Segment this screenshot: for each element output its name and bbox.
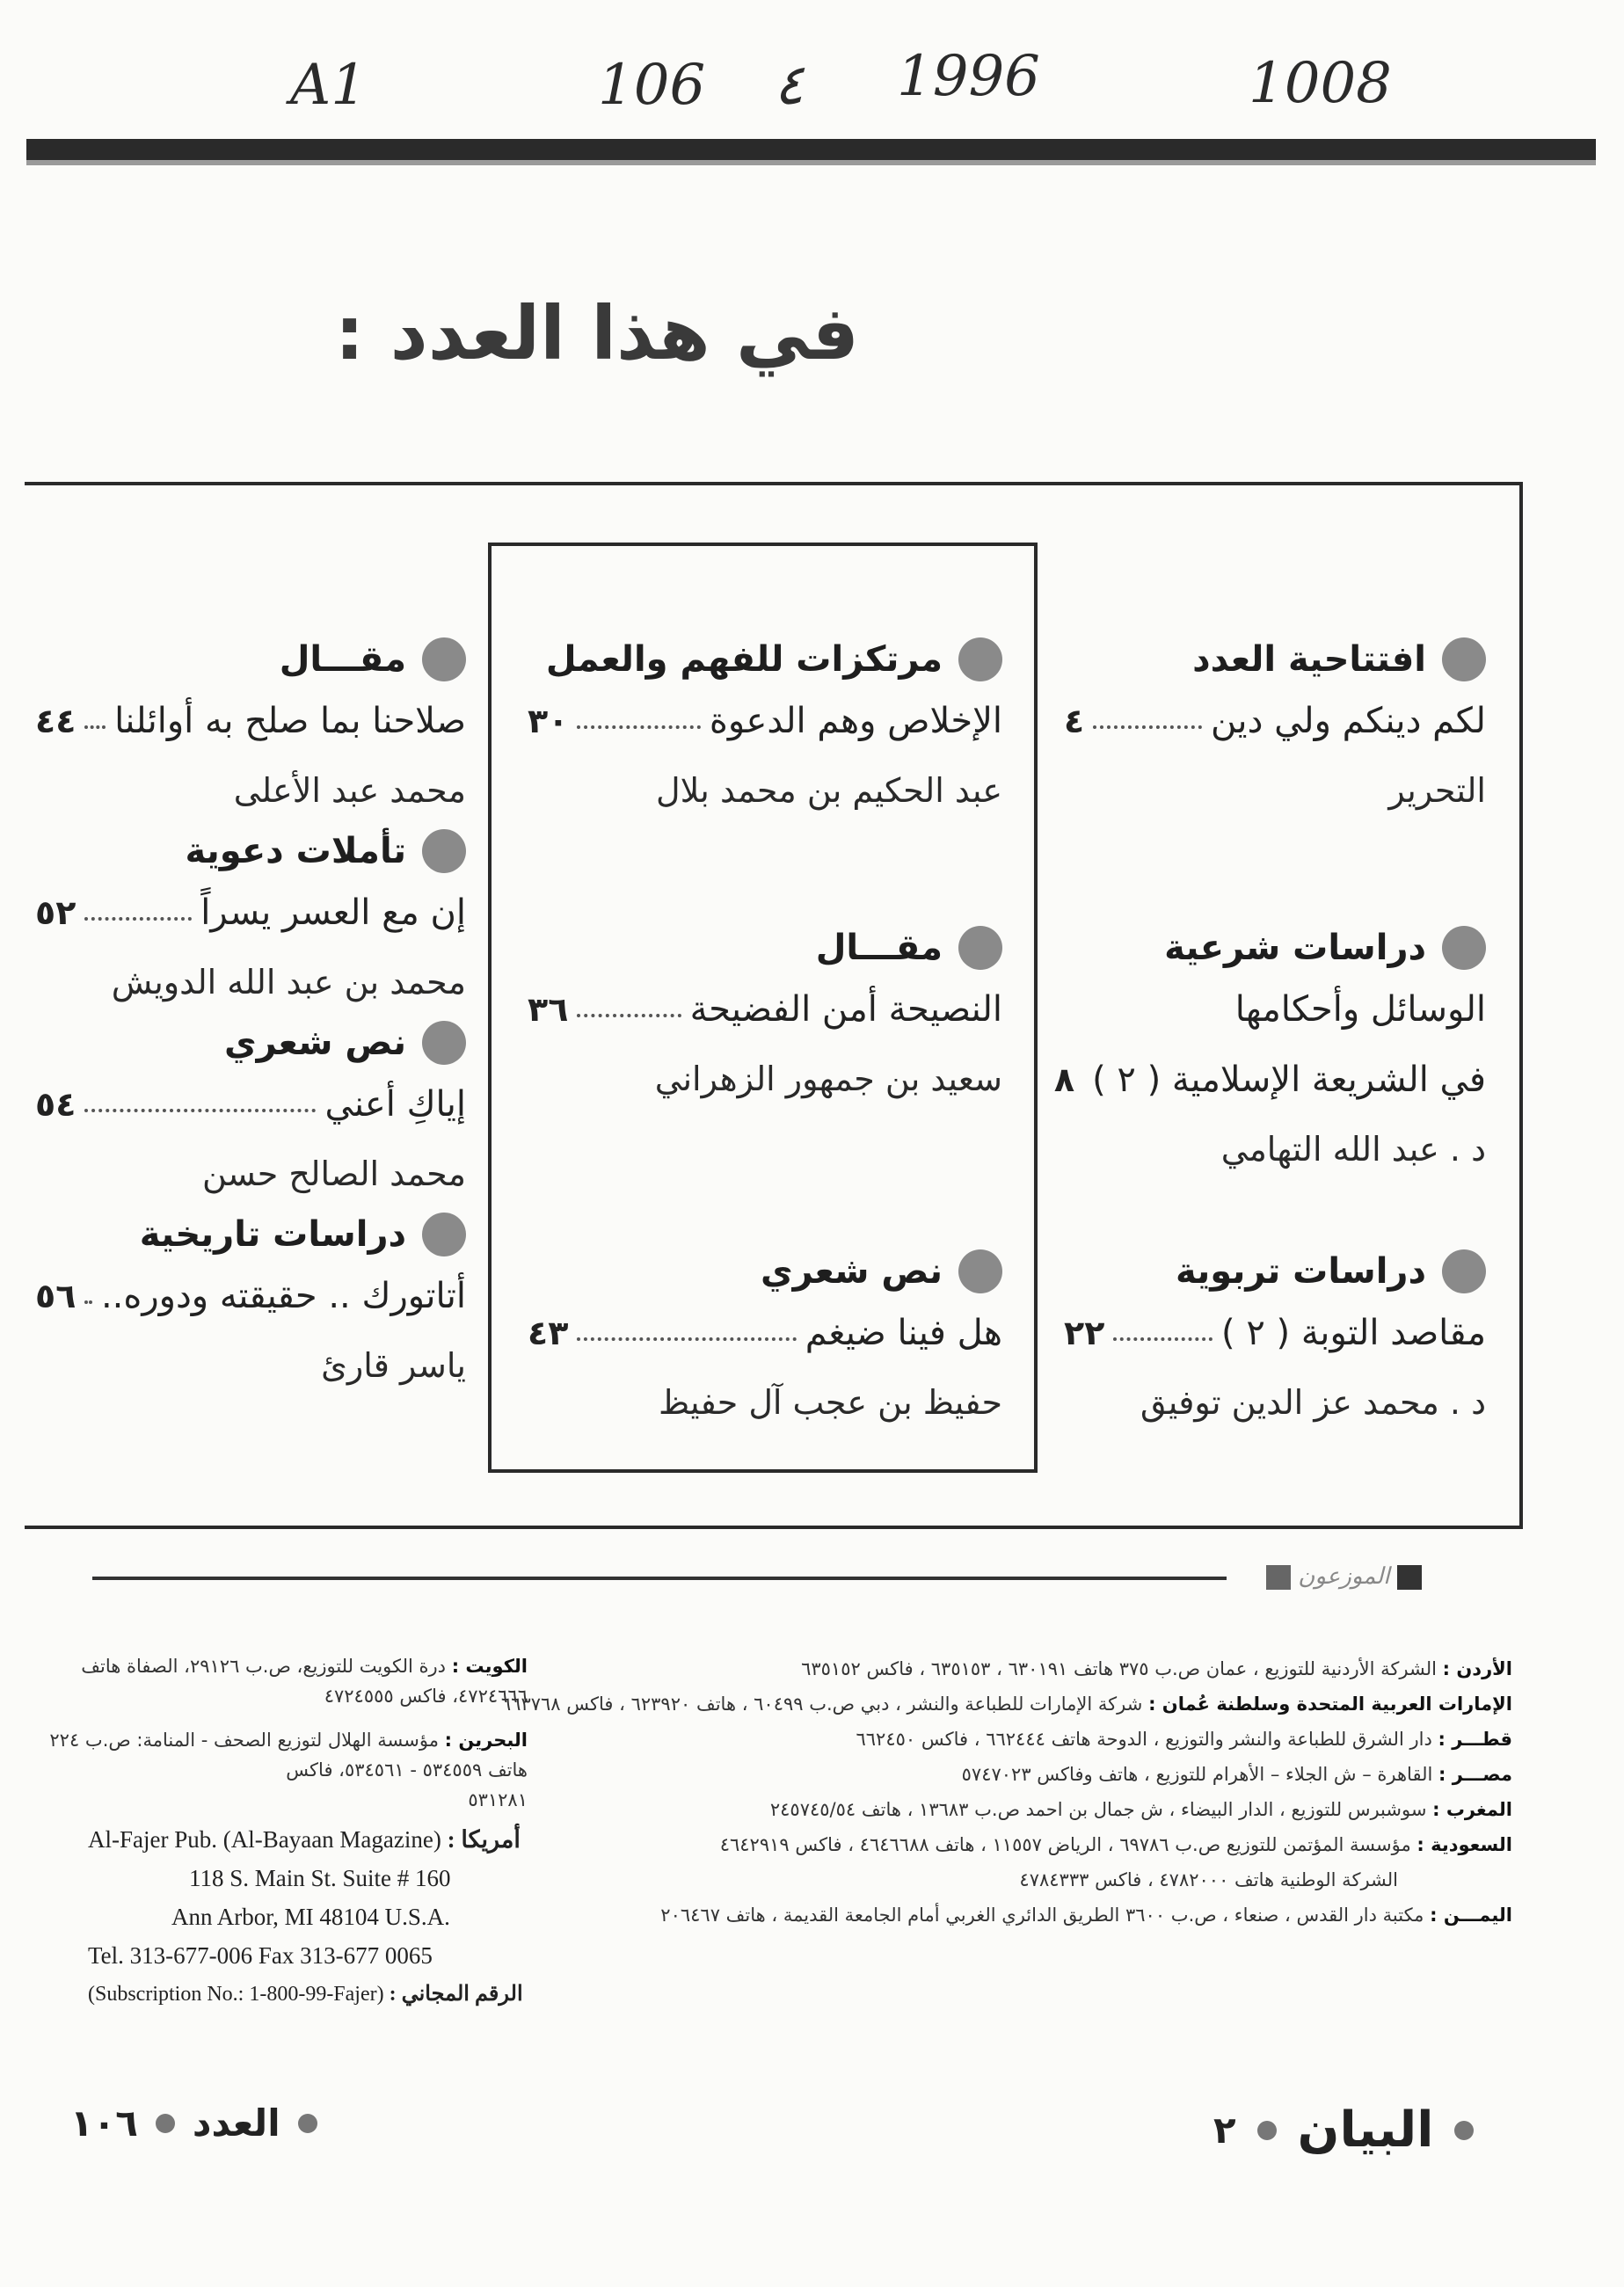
header-rule-shadow (26, 160, 1596, 165)
toc-entry[interactable]: لكم دينكم ولي دين ٤ (1064, 701, 1486, 741)
handwritten-code: A1 (290, 53, 367, 118)
bullet-dot-icon (958, 926, 1002, 970)
distributor-row: المغرب : سوشبرس للتوزيع ، الدار البيضاء ، ش جمال بن احمد ص.ب ١٣٦٨٣ ، هاتف ٢٤٥٧٤٥/٥٤ (769, 1799, 1512, 1820)
author: التحرير (1388, 771, 1486, 810)
handwritten-issue-no: 106 (598, 53, 706, 118)
toc-entry[interactable]: إن مع العسر يسراً ٥٢ (35, 892, 466, 933)
distributor-row: البحرين : مؤسسة الهلال لتوزيع الصحف - المنامة: ص.ب ٢٢٤ (49, 1730, 528, 1751)
distributor-row: قطـــر : دار الشرق للطباعة والنشر والتوزيع ، الدوحة هاتف ٦٦٢٤٤٤ ، فاكس ٦٦٢٤٥٠ (856, 1729, 1512, 1750)
square-icon (1397, 1565, 1422, 1590)
bullet-dot-icon (1442, 1249, 1486, 1293)
handwritten-month: ٤ (774, 53, 805, 118)
distributors-right (500, 1651, 1512, 1933)
toc-entry[interactable]: الإخلاص وهم الدعوة ٣٠ (528, 701, 1002, 741)
section-header: افتتاحية العدد (1064, 633, 1486, 686)
author: د . عبد الله التهامي (1220, 1130, 1486, 1169)
footer-rule (92, 1577, 1227, 1580)
section-header: مقـــال (528, 921, 1002, 974)
distributor-row: هاتف ٥٣٤٥٥٩ - ٥٣٤٥٦١، فاكس (286, 1759, 528, 1781)
distributor-row: مصـــر : القاهرة – ش الجلاء – الأهرام للتوزيع ، هاتف وفاكس ٥٧٤٧٠٢٣ (961, 1764, 1512, 1785)
page-title: في هذا العدد : (334, 290, 859, 376)
handwritten-year: 1996 (897, 44, 1040, 109)
toc-column-center (528, 633, 1002, 1437)
distributor-row: الشركة الوطنية هاتف ٤٧٨٢٠٠٠ ، فاكس ٤٧٨٤٣٣٣ (1019, 1869, 1398, 1890)
toc-entry[interactable]: أتاتورك .. حقيقته ودوره.. ٥٦ (35, 1276, 466, 1316)
section-header: مقـــال (35, 633, 466, 686)
bullet-dot-icon (422, 637, 466, 681)
distributor-row: السعودية : مؤسسة المؤتمن للتوزيع ص.ب ٦٩٧٨٦ ، الرياض ١١٥٥٧ ، هاتف ٤٦٤٦٦٨٨ ، فاكس ٤٦٤٢٩١٩ (719, 1834, 1512, 1855)
author: محمد بن عبد الله الدويش (111, 963, 466, 1001)
bullet-dot-icon (422, 829, 466, 873)
bullet-dot-icon (1442, 637, 1486, 681)
distributor-row: الأردن : الشركة الأردنية للتوزيع ، عمان ص.ب ٣٧٥ هاتف ٦٣٠١٩١ ، ٦٣٥١٥٣ ، فاكس ٦٣٥١٥٢ (801, 1658, 1512, 1679)
author: عبد الحكيم بن محمد بلال (656, 771, 1002, 810)
bullet-dot-icon (1454, 2121, 1474, 2140)
bullet-dot-icon (422, 1021, 466, 1065)
author: محمد عبد الأعلى (233, 771, 466, 810)
section-header: دراسات تربوية (1064, 1245, 1486, 1298)
author: ياسر قارئ (321, 1346, 466, 1385)
distributor-row: ٥٣١٢٨١ (468, 1789, 528, 1810)
handwritten-ref: 1008 (1249, 51, 1392, 116)
bullet-dot-icon (422, 1213, 466, 1256)
issue-folio: العدد ١٠٦ (70, 2101, 317, 2145)
author: سعيد بن جمهور الزهراني (654, 1060, 1002, 1098)
page-number: ٢ (1213, 2109, 1236, 2152)
section-header: تأملات دعوية (35, 825, 466, 878)
toc-entry-line[interactable]: الوسائل وأحكامها (1234, 989, 1486, 1030)
author: د . محمد عز الدين توفيق (1140, 1383, 1486, 1422)
square-icon (1266, 1565, 1291, 1590)
author: محمد الصالح حسن (201, 1154, 466, 1193)
distributor-row: اليمـــن : مكتبة دار القدس ، صنعاء ، ص.ب ٣٦٠٠ الطريق الدائري الغربي أمام الجامعة القديمة ، هاتف ٢٠٦٤٦٧ (660, 1905, 1512, 1926)
toc-entry[interactable]: مقاصد التوبة ( ٢ ) ٢٢ (1064, 1313, 1486, 1353)
bullet-dot-icon (156, 2114, 175, 2133)
bullet-dot-icon (958, 637, 1002, 681)
toc-entry[interactable]: في الشريعة الإسلامية ( ٢ ) ٨ (1053, 1060, 1486, 1100)
toc-column-left (35, 633, 466, 1400)
author: حفيظ بن عجب آل حفيظ (658, 1383, 1002, 1422)
section-header: نص شعري (35, 1016, 466, 1069)
toc-column-right (1053, 633, 1486, 1437)
distributor-row: الكويت : درة الكويت للتوزيع، ص.ب ٢٩١٢٦، الصفاة هاتف (81, 1656, 528, 1677)
usa-distributor: Al-Fajer Pub. (Al-Bayaan Magazine) أمريكا : 118 S. Main St. Suite # 160 Ann Arbor, MI 48104 U.S.A. Tel. 313-677-006 Fax 313-677 0065 (Subscription No.: 1-800-99-Fajer) الرقم المجاني : (88, 1826, 523, 2006)
bullet-dot-icon (1257, 2121, 1277, 2140)
toc-entry[interactable]: إياكِ أعني ٥٤ (35, 1084, 466, 1125)
section-header: مرتكزات للفهم والعمل (528, 633, 1002, 686)
toc-entry[interactable]: النصيحة أمن الفضيحة ٣٦ (528, 989, 1002, 1030)
section-header: دراسات تاريخية (35, 1208, 466, 1261)
toc-entry[interactable]: هل فينا ضيغم ٤٣ (528, 1313, 1002, 1353)
distributor-row: الإمارات العربية المتحدة وسلطنة عُمان : شركة الإمارات للطباعة والنشر ، دبي ص.ب ٦٠٤٩٩ ، هاتف ٦٢٣٩٢٠ ، فاكس ٦٦٣٧٦٨ (500, 1693, 1512, 1715)
header-rule (26, 139, 1596, 160)
page-folio (1213, 2101, 1474, 2159)
bullet-dot-icon (958, 1249, 1002, 1293)
distributor-row: ٤٧٢٤٦٦٦، فاكس ٤٧٢٤٥٥٥ (324, 1686, 528, 1707)
bullet-dot-icon (298, 2114, 317, 2133)
bullet-dot-icon (1442, 926, 1486, 970)
toc-entry[interactable]: صلاحنا بما صلح به أوائلنا ٤٤ (35, 701, 466, 741)
distributors-tag: الموزعون (1266, 1563, 1422, 1590)
section-header: نص شعري (528, 1245, 1002, 1298)
section-header: دراسات شرعية (1064, 921, 1486, 974)
distributors-left (49, 1651, 528, 1815)
magazine-logo: البيان (1297, 2101, 1434, 2159)
